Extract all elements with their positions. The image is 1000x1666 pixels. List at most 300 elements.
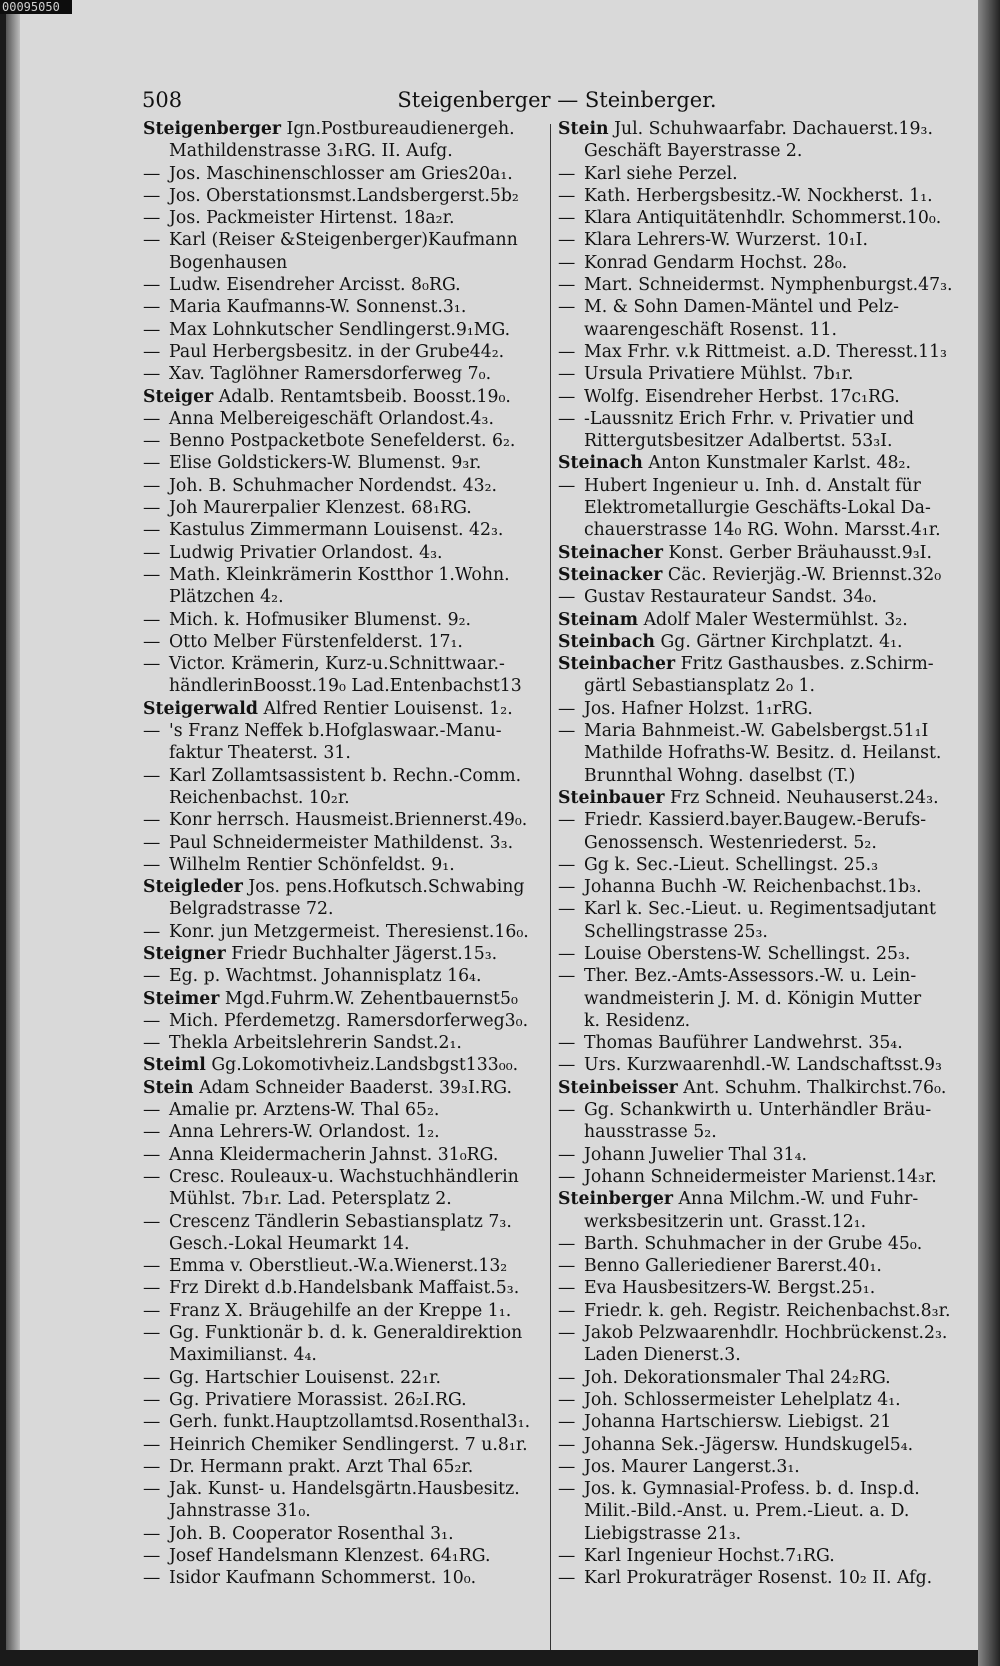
directory-entry-line bbox=[558, 742, 978, 764]
entry-text: Jos. pens.Hofkutsch.Schwabing bbox=[248, 877, 525, 898]
surname-heading: Steinbacher bbox=[558, 654, 676, 675]
entry-text: Konst. Gerber Bräuhausst.9₃I. bbox=[668, 542, 932, 563]
directory-entry-line bbox=[558, 475, 978, 497]
entry-text: Kath. Herbergsbesitz.-W. Nockherst. 1₁. bbox=[584, 185, 933, 206]
surname-heading: Steinacher bbox=[558, 542, 663, 563]
entry-text: Cresc. Rouleaux-u. Wachstuchhändlerin bbox=[169, 1166, 519, 1187]
entry-text: Joh. B. Schuhmacher Nordendst. 43₂. bbox=[169, 475, 497, 496]
directory-entry-line bbox=[558, 1099, 978, 1121]
directory-entry-line bbox=[143, 832, 561, 854]
directory-entry-line bbox=[558, 965, 978, 987]
directory-entry-line bbox=[143, 1233, 561, 1255]
entry-text: Anna Milchm.-W. und Fuhr- bbox=[678, 1189, 919, 1210]
entry-text: Brunnthal Wohng. daselbst (T.) bbox=[584, 765, 856, 786]
surname-heading: Steiger bbox=[143, 386, 214, 407]
directory-entry-line bbox=[558, 1211, 978, 1233]
ditto-dash: — bbox=[143, 1278, 161, 1299]
directory-entry-line bbox=[558, 564, 978, 586]
directory-entry-line bbox=[143, 1322, 561, 1344]
page-number: 508 bbox=[142, 88, 183, 112]
directory-entry-line bbox=[558, 787, 978, 809]
entry-text: Anton Kunstmaler Karlst. 48₂. bbox=[648, 453, 911, 474]
directory-entry-line bbox=[143, 118, 561, 140]
directory-entry-line bbox=[558, 675, 978, 697]
entry-text: Gesch.-Lokal Heumarkt 14. bbox=[169, 1233, 410, 1254]
entry-text: Anna Lehrers-W. Orlandost. 1₂. bbox=[169, 1122, 440, 1143]
directory-entry-line bbox=[558, 229, 978, 251]
ditto-dash: — bbox=[558, 1412, 576, 1433]
entry-text: Joh Maurerpalier Klenzest. 68₁RG. bbox=[169, 498, 472, 519]
entry-text: Schellingstrasse 25₃. bbox=[584, 921, 768, 942]
ditto-dash: — bbox=[558, 1055, 576, 1076]
ditto-dash: — bbox=[143, 453, 161, 474]
directory-entry-line bbox=[558, 1478, 978, 1500]
surname-heading: Steinberger bbox=[558, 1189, 673, 1210]
entry-text: Joh. Schlossermeister Lehelplatz 4₁. bbox=[584, 1389, 901, 1410]
page-binding-shadow bbox=[6, 0, 20, 1650]
entry-text: Paul Herbergsbesitz. in der Grube44₂. bbox=[169, 341, 505, 362]
surname-heading: Steinbeisser bbox=[558, 1077, 678, 1098]
directory-entry-line bbox=[143, 1144, 561, 1166]
ditto-dash: — bbox=[143, 921, 161, 942]
directory-entry-line bbox=[558, 988, 978, 1010]
ditto-dash: — bbox=[558, 408, 576, 429]
ditto-dash: — bbox=[558, 1300, 576, 1321]
directory-entry-line bbox=[558, 765, 978, 787]
directory-entry-line bbox=[143, 140, 561, 162]
entry-text: Wolfg. Eisendreher Herbst. 17c₁RG. bbox=[584, 386, 900, 407]
directory-entry-line bbox=[143, 1478, 561, 1500]
directory-entry-line bbox=[143, 898, 561, 920]
ditto-dash: — bbox=[558, 1144, 576, 1165]
entry-text: Mgd.Fuhrm.W. Zehentbauernst5₀ bbox=[224, 988, 518, 1009]
entry-text: Ther. Bez.-Amts-Assessors.-W. u. Lein- bbox=[584, 966, 917, 987]
ditto-dash: — bbox=[143, 1479, 161, 1500]
surname-heading: Steigenberger bbox=[143, 119, 282, 139]
entry-text: Mich. k. Hofmusiker Blumenst. 9₂. bbox=[169, 609, 472, 630]
directory-entry-line bbox=[558, 1389, 978, 1411]
ditto-dash: — bbox=[143, 1546, 161, 1566]
directory-entry-line bbox=[558, 921, 978, 943]
directory-entry-line bbox=[558, 586, 978, 608]
ditto-dash: — bbox=[143, 1256, 161, 1277]
entry-text: Plätzchen 4₂. bbox=[169, 587, 284, 608]
directory-entry-line bbox=[558, 452, 978, 474]
directory-entry-line bbox=[558, 207, 978, 229]
ditto-dash: — bbox=[558, 1278, 576, 1299]
directory-entry-line bbox=[558, 1233, 978, 1255]
ditto-dash: — bbox=[143, 319, 161, 340]
directory-entry-line bbox=[143, 1099, 561, 1121]
entry-text: Genossensch. Westenriederst. 5₂. bbox=[584, 832, 877, 853]
entry-text: Mühlst. 7b₁r. Lad. Petersplatz 2. bbox=[169, 1189, 452, 1210]
entry-text: Hubert Ingenieur u. Inh. d. Anstalt für bbox=[584, 475, 921, 496]
surname-heading: Steinacker bbox=[558, 564, 663, 585]
directory-entry-line bbox=[143, 475, 561, 497]
entry-text: Gg. Gärtner Kirchplatzt. 4₁. bbox=[660, 631, 903, 652]
directory-entry-line bbox=[143, 1434, 561, 1456]
directory-entry-line bbox=[143, 854, 561, 876]
directory-entry-line bbox=[558, 1077, 978, 1099]
directory-entry-line bbox=[558, 1411, 978, 1433]
directory-entry-line bbox=[143, 1054, 561, 1076]
directory-entry-line bbox=[558, 653, 978, 675]
entry-text: werksbesitzerin unt. Grasst.12₁. bbox=[584, 1211, 867, 1232]
directory-entry-line bbox=[558, 118, 978, 140]
entry-text: Elise Goldstickers-W. Blumenst. 9₃r. bbox=[169, 453, 482, 474]
directory-entry-line bbox=[143, 1032, 561, 1054]
directory-entry-line bbox=[143, 965, 561, 987]
surname-heading: Steinam bbox=[558, 609, 639, 630]
entry-text: Gg.Lokomotivheiz.Landsbgst133₀₀. bbox=[211, 1055, 519, 1076]
ditto-dash: — bbox=[143, 1523, 161, 1544]
entry-text: Belgradstrasse 72. bbox=[169, 899, 334, 920]
entry-text: Gg. Hartschier Louisenst. 22₁r. bbox=[169, 1367, 441, 1388]
ditto-dash: — bbox=[558, 943, 576, 964]
directory-entry-line bbox=[558, 809, 978, 831]
entry-text: Paul Schneidermeister Mathildenst. 3₃. bbox=[169, 832, 514, 853]
directory-entry-line bbox=[558, 1367, 978, 1389]
directory-entry-line bbox=[558, 185, 978, 207]
entry-text: Jos. Oberstationsmst.Landsbergerst.5b₂ bbox=[169, 185, 519, 206]
entry-text: Jos. k. Gymnasial-Profess. b. d. Insp.d. bbox=[584, 1479, 920, 1500]
entry-text: Crescenz Tändlerin Sebastiansplatz 7₃. bbox=[169, 1211, 512, 1232]
surname-heading: Steigerwald bbox=[143, 698, 258, 719]
entry-text: Friedr. Kassierd.bayer.Baugew.-Berufs- bbox=[584, 810, 927, 831]
ditto-dash: — bbox=[143, 1412, 161, 1433]
entry-text: wandmeisterin J. M. d. Königin Mutter bbox=[584, 988, 922, 1009]
directory-entry-line bbox=[558, 252, 978, 274]
directory-entry-line bbox=[143, 675, 561, 697]
ditto-dash: — bbox=[558, 230, 576, 251]
ditto-dash: — bbox=[558, 721, 576, 742]
entry-text: Karl Ingenieur Hochst.7₁RG. bbox=[584, 1546, 835, 1566]
directory-entry-line bbox=[143, 1411, 561, 1433]
directory-entry-line bbox=[143, 252, 561, 274]
directory-entry-line bbox=[143, 765, 561, 787]
directory-entry-line bbox=[143, 698, 561, 720]
ditto-dash: — bbox=[143, 1568, 161, 1589]
entry-text: Louise Oberstens-W. Schellingst. 25₃. bbox=[584, 943, 911, 964]
ditto-dash: — bbox=[143, 1166, 161, 1187]
directory-entry-line bbox=[558, 1277, 978, 1299]
entry-text: Barth. Schuhmacher in der Grube 45₀. bbox=[584, 1233, 923, 1254]
ditto-dash: — bbox=[558, 877, 576, 898]
ditto-dash: — bbox=[143, 966, 161, 987]
directory-entry-line bbox=[143, 386, 561, 408]
entry-text: Urs. Kurzwaarenhdl.-W. Landschaftsst.9₃ bbox=[584, 1055, 942, 1076]
page-header bbox=[142, 84, 972, 118]
ditto-dash: — bbox=[143, 1122, 161, 1143]
ditto-dash: — bbox=[143, 431, 161, 452]
directory-entry-line bbox=[143, 1456, 561, 1478]
ditto-dash: — bbox=[143, 1300, 161, 1321]
entry-text: Wilhelm Rentier Schönfeldst. 9₁. bbox=[169, 854, 455, 875]
directory-entry-line bbox=[558, 876, 978, 898]
ditto-dash: — bbox=[558, 185, 576, 206]
entry-text: Victor. Krämerin, Kurz-u.Schnittwaar.- bbox=[169, 654, 505, 675]
entry-text: Ludw. Eisendreher Arcisst. 8₀RG. bbox=[169, 275, 461, 296]
directory-entry-line bbox=[558, 140, 978, 162]
ditto-dash: — bbox=[558, 1166, 576, 1187]
entry-text: faktur Theaterst. 31. bbox=[169, 743, 351, 764]
entry-text: Eg. p. Wachtmst. Johannisplatz 16₄. bbox=[169, 966, 482, 987]
entry-text: Eva Hausbesitzers-W. Bergst.25₁. bbox=[584, 1278, 876, 1299]
directory-entry-line bbox=[143, 586, 561, 608]
entry-text: Frz Direkt d.b.Handelsbank Maffaist.5₃. bbox=[169, 1278, 520, 1299]
directory-entry-line bbox=[143, 988, 561, 1010]
surname-heading: Steinach bbox=[558, 453, 643, 474]
directory-entry-line bbox=[558, 609, 978, 631]
directory-entry-line bbox=[558, 363, 978, 385]
directory-entry-line bbox=[558, 1456, 978, 1478]
directory-entry-line bbox=[143, 296, 561, 318]
surname-heading: Steiml bbox=[143, 1055, 206, 1076]
entry-text: Bogenhausen bbox=[169, 252, 288, 273]
entry-text: Laden Dienerst.3. bbox=[584, 1345, 741, 1366]
ditto-dash: — bbox=[143, 185, 161, 206]
entry-text: Karl Prokuraträger Rosenst. 10₂ II. Afg. bbox=[584, 1568, 933, 1589]
entry-text: Gustav Restaurateur Sandst. 34₀. bbox=[584, 587, 877, 608]
ditto-dash: — bbox=[143, 1033, 161, 1054]
directory-entry-line bbox=[558, 1300, 978, 1322]
directory-entry-line bbox=[558, 832, 978, 854]
directory-entry-line bbox=[558, 898, 978, 920]
entry-text: Karl (Reiser &Steigenberger)Kaufmann bbox=[169, 230, 518, 251]
directory-entry-line bbox=[143, 1567, 561, 1589]
entry-text: Mathildenstrasse 3₁RG. II. Aufg. bbox=[169, 141, 453, 162]
ditto-dash: — bbox=[143, 1367, 161, 1388]
entry-text: Reichenbachst. 10₂r. bbox=[169, 787, 350, 808]
entry-text: Johanna Sek.-Jägersw. Hundskugel5₄. bbox=[584, 1434, 914, 1455]
ditto-dash: — bbox=[558, 297, 576, 318]
entry-text: Milit.-Bild.-Anst. u. Prem.-Lieut. a. D. bbox=[584, 1501, 910, 1522]
ditto-dash: — bbox=[558, 341, 576, 362]
entry-text: Max Lohnkutscher Sendlingerst.9₁MG. bbox=[169, 319, 511, 340]
entry-text: Amalie pr. Arztens-W. Thal 65₂. bbox=[169, 1100, 440, 1121]
entry-text: Jakob Pelzwaarenhdlr. Hochbrückenst.2₃. bbox=[584, 1323, 948, 1344]
page-sheet bbox=[6, 0, 978, 1650]
ditto-dash: — bbox=[143, 631, 161, 652]
ditto-dash: — bbox=[143, 542, 161, 563]
ditto-dash: — bbox=[143, 275, 161, 296]
entry-text: k. Residenz. bbox=[584, 1010, 691, 1031]
entry-text: Johann Juwelier Thal 31₄. bbox=[584, 1144, 808, 1165]
entry-text: Geschäft Bayerstrasse 2. bbox=[584, 141, 803, 162]
entry-text: Gg. Privatiere Morassist. 26₂I.RG. bbox=[169, 1389, 467, 1410]
entry-text: Elektrometallurgie Geschäfts-Lokal Da- bbox=[584, 498, 931, 519]
directory-entry-line bbox=[558, 408, 978, 430]
entry-text: Franz X. Bräugehilfe an der Kreppe 1₁. bbox=[169, 1300, 512, 1321]
ditto-dash: — bbox=[143, 475, 161, 496]
entry-text: Maximilianst. 4₄. bbox=[169, 1345, 317, 1366]
ditto-dash: — bbox=[558, 1434, 576, 1455]
surname-heading: Stein bbox=[558, 119, 609, 139]
ditto-dash: — bbox=[143, 564, 161, 585]
right-column bbox=[558, 118, 978, 1648]
directory-entry-line bbox=[558, 497, 978, 519]
ditto-dash: — bbox=[558, 810, 576, 831]
entry-text: Otto Melber Fürstenfelderst. 17₁. bbox=[169, 631, 463, 652]
entry-text: Johanna Hartschiersw. Liebigst. 21 bbox=[584, 1412, 892, 1433]
directory-entry-line bbox=[143, 319, 561, 341]
directory-entry-line bbox=[143, 185, 561, 207]
ditto-dash: — bbox=[143, 1144, 161, 1165]
entry-text: Karl Zollamtsassistent b. Rechn.-Comm. bbox=[169, 765, 522, 786]
entry-text: Johanna Buchh -W. Reichenbachst.1b₃. bbox=[584, 877, 922, 898]
entry-text: Gg. Funktionär b. d. k. Generaldirektion bbox=[169, 1323, 523, 1344]
entry-text: Benno Postpacketbote Senefelderst. 6₂. bbox=[169, 431, 516, 452]
entry-text: chauerstrasse 14₀ RG. Wohn. Marsst.4₁r. bbox=[584, 520, 941, 541]
ditto-dash: — bbox=[143, 520, 161, 541]
ditto-dash: — bbox=[558, 1389, 576, 1410]
entry-text: Maria Bahnmeist.-W. Gabelsbergst.51₁I bbox=[584, 721, 929, 742]
directory-entry-line bbox=[143, 430, 561, 452]
directory-entry-line bbox=[143, 1300, 561, 1322]
entry-text: Anna Kleidermacherin Jahnst. 31₀RG. bbox=[169, 1144, 499, 1165]
directory-entry-line bbox=[558, 1500, 978, 1522]
directory-entry-line bbox=[143, 609, 561, 631]
directory-entry-line bbox=[558, 519, 978, 541]
directory-entry-line bbox=[558, 1567, 978, 1589]
entry-text: Emma v. Oberstlieut.-W.a.Wienerst.13₂ bbox=[169, 1256, 508, 1277]
ditto-dash: — bbox=[558, 1233, 576, 1254]
entry-text: -Laussnitz Erich Frhr. v. Privatier und bbox=[584, 408, 915, 429]
entry-text: Rittergutsbesitzer Adalbertst. 53₃I. bbox=[584, 431, 893, 452]
ditto-dash: — bbox=[143, 1434, 161, 1455]
ditto-dash: — bbox=[558, 386, 576, 407]
ditto-dash: — bbox=[558, 1367, 576, 1388]
entry-text: Jos. Maschinenschlosser am Gries20a₁. bbox=[169, 163, 513, 184]
entry-text: Math. Kleinkrämerin Kostthor 1.Wohn. bbox=[169, 564, 510, 585]
directory-entry-line bbox=[143, 229, 561, 251]
directory-entry-line bbox=[558, 1121, 978, 1143]
ditto-dash: — bbox=[143, 364, 161, 385]
scan-stamp: 00095050 bbox=[0, 0, 72, 14]
ditto-dash: — bbox=[558, 163, 576, 184]
entry-text: gärtl Sebastiansplatz 2₀ 1. bbox=[584, 676, 816, 697]
ditto-dash: — bbox=[143, 230, 161, 251]
entry-text: Karl siehe Perzel. bbox=[584, 163, 738, 184]
entry-text: Maria Kaufmanns-W. Sonnenst.3₁. bbox=[169, 297, 467, 318]
directory-entry-line bbox=[143, 564, 561, 586]
ditto-dash: — bbox=[558, 1568, 576, 1589]
directory-entry-line bbox=[143, 163, 561, 185]
ditto-dash: — bbox=[143, 408, 161, 429]
directory-entry-line bbox=[558, 274, 978, 296]
ditto-dash: — bbox=[558, 364, 576, 385]
entry-text: waarengeschäft Rosenst. 11. bbox=[584, 319, 838, 340]
directory-entry-line bbox=[558, 1545, 978, 1567]
directory-entry-line bbox=[143, 363, 561, 385]
directory-entry-line bbox=[143, 497, 561, 519]
entry-text: Klara Antiquitätenhdlr. Schommerst.10₀. bbox=[584, 208, 942, 229]
directory-entry-line bbox=[143, 1523, 561, 1545]
ditto-dash: — bbox=[558, 1456, 576, 1477]
directory-entry-line bbox=[558, 341, 978, 363]
entry-text: Adam Schneider Baaderst. 39₃I.RG. bbox=[199, 1077, 512, 1098]
directory-entry-line bbox=[143, 1077, 561, 1099]
ditto-dash: — bbox=[143, 765, 161, 786]
entry-text: Mart. Schneidermst. Nymphenburgst.47₃. bbox=[584, 275, 953, 296]
ditto-dash: — bbox=[143, 297, 161, 318]
ditto-dash: — bbox=[558, 1256, 576, 1277]
ditto-dash: — bbox=[143, 654, 161, 675]
ditto-dash: — bbox=[143, 609, 161, 630]
entry-text: Max Frhr. v.k Rittmeist. a.D. Theresst.11₃ bbox=[584, 341, 947, 362]
directory-entry-line bbox=[558, 1523, 978, 1545]
entry-text: Johann Schneidermeister Marienst.14₃r. bbox=[584, 1166, 937, 1187]
entry-text: Jos. Maurer Langerst.3₁. bbox=[584, 1456, 800, 1477]
directory-entry-line bbox=[143, 1255, 561, 1277]
ditto-dash: — bbox=[558, 275, 576, 296]
entry-text: Dr. Hermann prakt. Arzt Thal 65₂r. bbox=[169, 1456, 474, 1477]
directory-entry-line bbox=[143, 1344, 561, 1366]
directory-entry-line bbox=[143, 720, 561, 742]
entry-text: Gerh. funkt.Hauptzollamtsd.Rosenthal3₁. bbox=[169, 1412, 531, 1433]
surname-heading: Steigleder bbox=[143, 877, 243, 898]
ditto-dash: — bbox=[558, 252, 576, 273]
entry-text: M. & Sohn Damen-Mäntel und Pelz- bbox=[584, 297, 899, 318]
entry-text: Thomas Bauführer Landwehrst. 35₄. bbox=[584, 1033, 903, 1054]
ditto-dash: — bbox=[143, 1456, 161, 1477]
entry-text: Ign.Postbureaudienergeh. bbox=[286, 119, 515, 139]
entry-text: Fritz Gasthausbes. z.Schirm- bbox=[680, 654, 934, 675]
directory-entry-line bbox=[143, 787, 561, 809]
directory-entry-line bbox=[558, 430, 978, 452]
ditto-dash: — bbox=[558, 1546, 576, 1566]
directory-entry-line bbox=[558, 296, 978, 318]
directory-entry-line bbox=[143, 921, 561, 943]
ditto-dash: — bbox=[143, 1100, 161, 1121]
entry-text: Xav. Taglöhner Ramersdorferweg 7₀. bbox=[169, 364, 492, 385]
directory-entry-line bbox=[143, 1367, 561, 1389]
entry-text: Klara Lehrers-W. Wurzerst. 10₁I. bbox=[584, 230, 868, 251]
entry-text: Anna Melbereigeschäft Orlandost.4₃. bbox=[169, 408, 494, 429]
ditto-dash: — bbox=[143, 1323, 161, 1344]
entry-text: Gg k. Sec.-Lieut. Schellingst. 25.₃ bbox=[584, 854, 879, 875]
directory-entry-line bbox=[143, 631, 561, 653]
entry-text: Friedr Buchhalter Jägerst.15₃. bbox=[231, 943, 498, 964]
entry-text: Cäc. Revierjäg.-W. Briennst.32₀ bbox=[667, 564, 942, 585]
directory-entry-line bbox=[143, 1121, 561, 1143]
directory-entry-line bbox=[558, 386, 978, 408]
directory-entry-line bbox=[558, 854, 978, 876]
ditto-dash: — bbox=[558, 1479, 576, 1500]
entry-text: Joh. Dekorationsmaler Thal 24₂RG. bbox=[584, 1367, 891, 1388]
entry-text: Ludwig Privatier Orlandost. 4₃. bbox=[169, 542, 443, 563]
directory-entry-line bbox=[558, 1188, 978, 1210]
entry-text: Isidor Kaufmann Schommerst. 10₀. bbox=[169, 1568, 477, 1589]
entry-text: Jahnstrasse 31₀. bbox=[169, 1501, 311, 1522]
surname-heading: Steinbauer bbox=[558, 787, 665, 808]
entry-text: Joh. B. Cooperator Rosenthal 3₁. bbox=[169, 1523, 454, 1544]
ditto-dash: — bbox=[143, 1211, 161, 1232]
directory-entry-line bbox=[143, 1545, 561, 1567]
entry-text: Jos. Hafner Holzst. 1₁rRG. bbox=[584, 698, 813, 719]
ditto-dash: — bbox=[558, 1323, 576, 1344]
ditto-dash: — bbox=[558, 1033, 576, 1054]
entry-text: 's Franz Neffek b.Hofglaswaar.-Manu- bbox=[169, 721, 502, 742]
entry-text: Josef Handelsmann Klenzest. 64₁RG. bbox=[169, 1546, 491, 1566]
directory-entry-line bbox=[558, 698, 978, 720]
directory-entry-line bbox=[558, 163, 978, 185]
surname-heading: Steinbach bbox=[558, 631, 655, 652]
ditto-dash: — bbox=[558, 587, 576, 608]
entry-text: Jak. Kunst- u. Handelsgärtn.Hausbesitz. bbox=[169, 1479, 520, 1500]
directory-entry-line bbox=[558, 631, 978, 653]
directory-entry-line bbox=[558, 319, 978, 341]
